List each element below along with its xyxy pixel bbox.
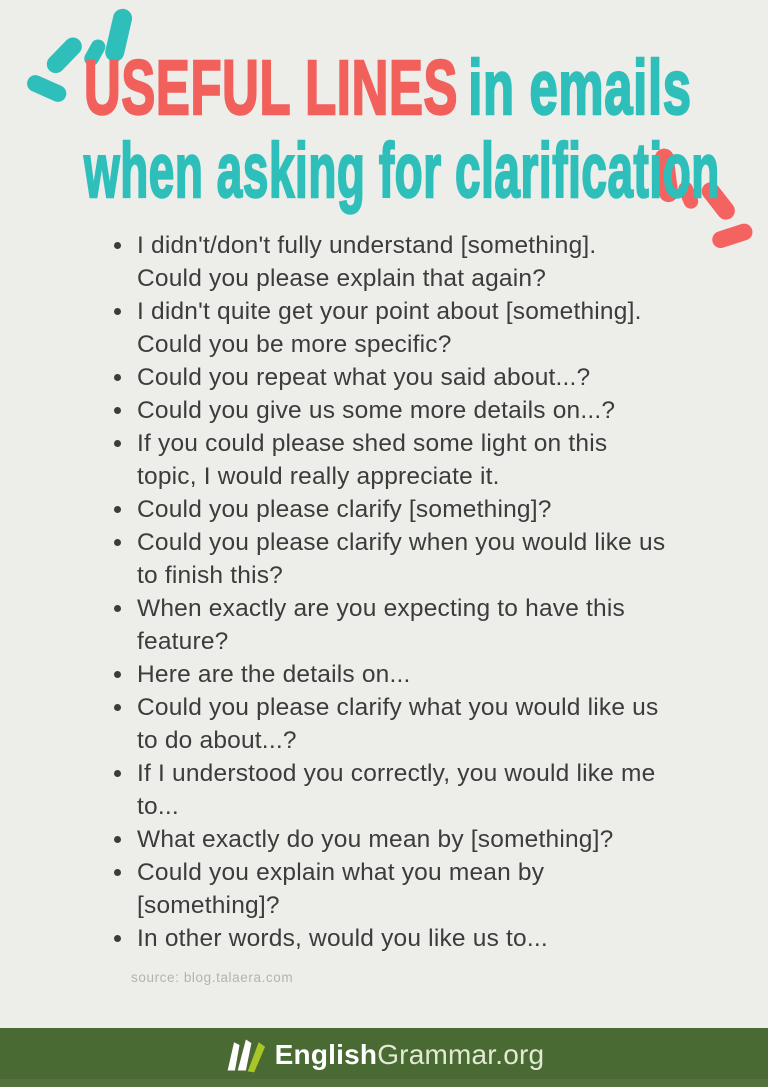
poster-title (84, 45, 768, 214)
brand-english: English (274, 1038, 378, 1070)
brand-wordmark (275, 1039, 545, 1071)
footer-brand (224, 1035, 545, 1075)
list-item: Could you explain what you mean by [something]? (112, 856, 668, 922)
list-item: What exactly do you mean by [something]? (112, 823, 668, 856)
open-book-logo-icon (224, 1035, 266, 1075)
title-highlight: USEFUL LINES (84, 45, 459, 131)
list-item: If you could please shed some light on this topic, I would really appreciate it. (112, 427, 668, 493)
title-rest: in emails (468, 45, 692, 131)
list-item: In other words, would you like us to... (112, 922, 668, 955)
title-line-2 (84, 128, 768, 214)
list-item: I didn't quite get your point about [something]. Could you be more specific? (112, 295, 668, 361)
phrase-list (112, 229, 668, 955)
list-item: Could you repeat what you said about...? (112, 361, 668, 394)
title-line-1 (84, 45, 768, 131)
footer-bottom-strip (0, 1079, 768, 1087)
brand-grammar: Grammar (377, 1038, 496, 1070)
footer-bar (0, 1028, 768, 1087)
list-item: I didn't/don't fully understand [something]. Could you please explain that again? (112, 229, 668, 295)
title-subtitle: when asking for clarification (84, 128, 720, 214)
list-item: Could you please clarify when you would like us to finish this? (112, 526, 668, 592)
list-item: Could you please clarify what you would like us to do about...? (112, 691, 668, 757)
list-item: Here are the details on... (112, 658, 668, 691)
list-item: Could you please clarify [something]? (112, 493, 668, 526)
list-item: If I understood you correctly, you would like me to... (112, 757, 668, 823)
brand-tld: .org (495, 1038, 545, 1070)
list-item: When exactly are you expecting to have this feature? (112, 592, 668, 658)
list-item: Could you give us some more details on...? (112, 394, 668, 427)
source-attribution: source: blog.talaera.com (131, 970, 294, 985)
